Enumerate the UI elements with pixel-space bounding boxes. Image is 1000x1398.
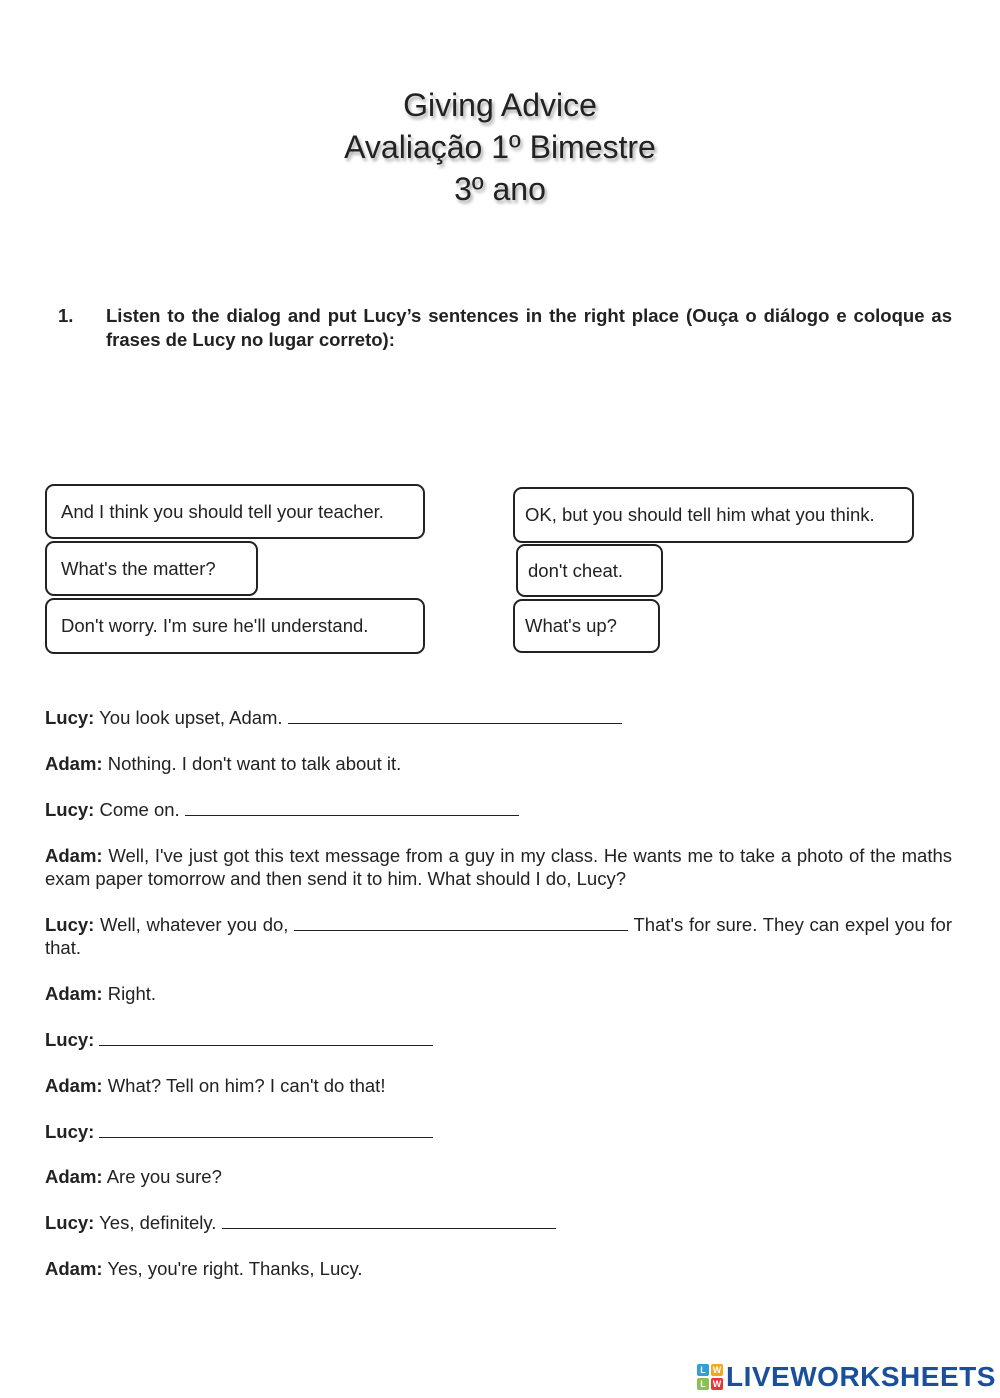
dialog-line-adam-4 bbox=[45, 1074, 952, 1097]
speaker-adam: Adam: bbox=[45, 1075, 103, 1096]
dialog-line-lucy-2 bbox=[45, 798, 952, 821]
speaker-lucy: Lucy: bbox=[45, 1029, 95, 1050]
dialog-text: Well, whatever you do, bbox=[100, 914, 289, 935]
speaker-adam: Adam: bbox=[45, 983, 103, 1004]
answer-blank-1[interactable] bbox=[288, 706, 622, 724]
dialog-line-lucy-1 bbox=[45, 706, 952, 729]
answer-chip-tell-him[interactable]: OK, but you should tell him what you think. bbox=[513, 487, 914, 543]
question-1 bbox=[58, 304, 952, 352]
speaker-lucy: Lucy: bbox=[45, 707, 95, 728]
answer-blank-4[interactable] bbox=[99, 1028, 433, 1046]
dialog-text: That's for sure. They can expel you for that. bbox=[45, 914, 953, 958]
dialog-line-adam-2 bbox=[45, 844, 952, 890]
answer-chip-whats-the-matter[interactable]: What's the matter? bbox=[45, 541, 258, 596]
dialog-text: Nothing. I don't want to talk about it. bbox=[107, 753, 402, 774]
brand-name: LIVEWORKSHEETS bbox=[726, 1361, 996, 1392]
dialog-text: What? Tell on him? I can't do that! bbox=[107, 1075, 386, 1096]
dialog-line-lucy-4 bbox=[45, 1028, 952, 1051]
dialog-text: Right. bbox=[107, 983, 157, 1004]
title-line-2: Avaliação 1º Bimestre bbox=[344, 129, 656, 165]
worksheet-title bbox=[0, 84, 1000, 210]
speaker-lucy: Lucy: bbox=[45, 1212, 95, 1233]
question-instructions: Listen to the dialog and put Lucy’s sentences in the right place (Ouça o diálogo e coloque as frases de Lucy no lugar correto): bbox=[106, 305, 952, 350]
dialog-text: Yes, definitely. bbox=[99, 1212, 217, 1233]
dialog-line-adam-3 bbox=[45, 982, 952, 1005]
liveworksheets-logo-icon: L W L W bbox=[697, 1364, 723, 1390]
answer-blank-3[interactable] bbox=[294, 913, 628, 931]
speaker-lucy: Lucy: bbox=[45, 914, 95, 935]
answer-blank-6[interactable] bbox=[222, 1211, 556, 1229]
speaker-adam: Adam: bbox=[45, 753, 103, 774]
speaker-lucy: Lucy: bbox=[45, 1121, 95, 1142]
answer-chip-tell-teacher[interactable]: And I think you should tell your teacher. bbox=[45, 484, 425, 539]
dialog-line-adam-1 bbox=[45, 752, 952, 775]
speaker-adam: Adam: bbox=[45, 1166, 103, 1187]
answer-chip-dont-cheat[interactable]: don't cheat. bbox=[516, 544, 663, 597]
dialog-line-adam-6 bbox=[45, 1257, 952, 1280]
dialog-text: Come on. bbox=[99, 799, 180, 820]
dialog-line-lucy-6 bbox=[45, 1211, 952, 1234]
answer-chip-dont-worry[interactable]: Don't worry. I'm sure he'll understand. bbox=[45, 598, 425, 654]
answer-blank-2[interactable] bbox=[185, 798, 519, 816]
speaker-lucy: Lucy: bbox=[45, 799, 95, 820]
dialog-text: You look upset, Adam. bbox=[99, 707, 283, 728]
answer-chip-whats-up[interactable]: What's up? bbox=[513, 599, 660, 653]
speaker-adam: Adam: bbox=[45, 845, 103, 866]
speaker-adam: Adam: bbox=[45, 1258, 103, 1279]
question-number: 1. bbox=[58, 305, 74, 326]
title-line-1: Giving Advice bbox=[403, 87, 597, 123]
dialog-line-lucy-3 bbox=[45, 913, 952, 959]
answer-blank-5[interactable] bbox=[99, 1120, 433, 1138]
dialog-text: Well, I've just got this text message from a guy in my class. He wants me to take a photo of the maths exam paper tomorrow and then send it to him. What should I do, Lucy? bbox=[45, 845, 953, 889]
liveworksheets-logo bbox=[697, 1362, 996, 1392]
dialog-text: Yes, you're right. Thanks, Lucy. bbox=[107, 1258, 363, 1279]
dialog-line-lucy-5 bbox=[45, 1120, 952, 1143]
dialog-text: Are you sure? bbox=[106, 1166, 222, 1187]
dialog-line-adam-5 bbox=[45, 1165, 952, 1188]
title-line-3: 3º ano bbox=[454, 171, 546, 207]
